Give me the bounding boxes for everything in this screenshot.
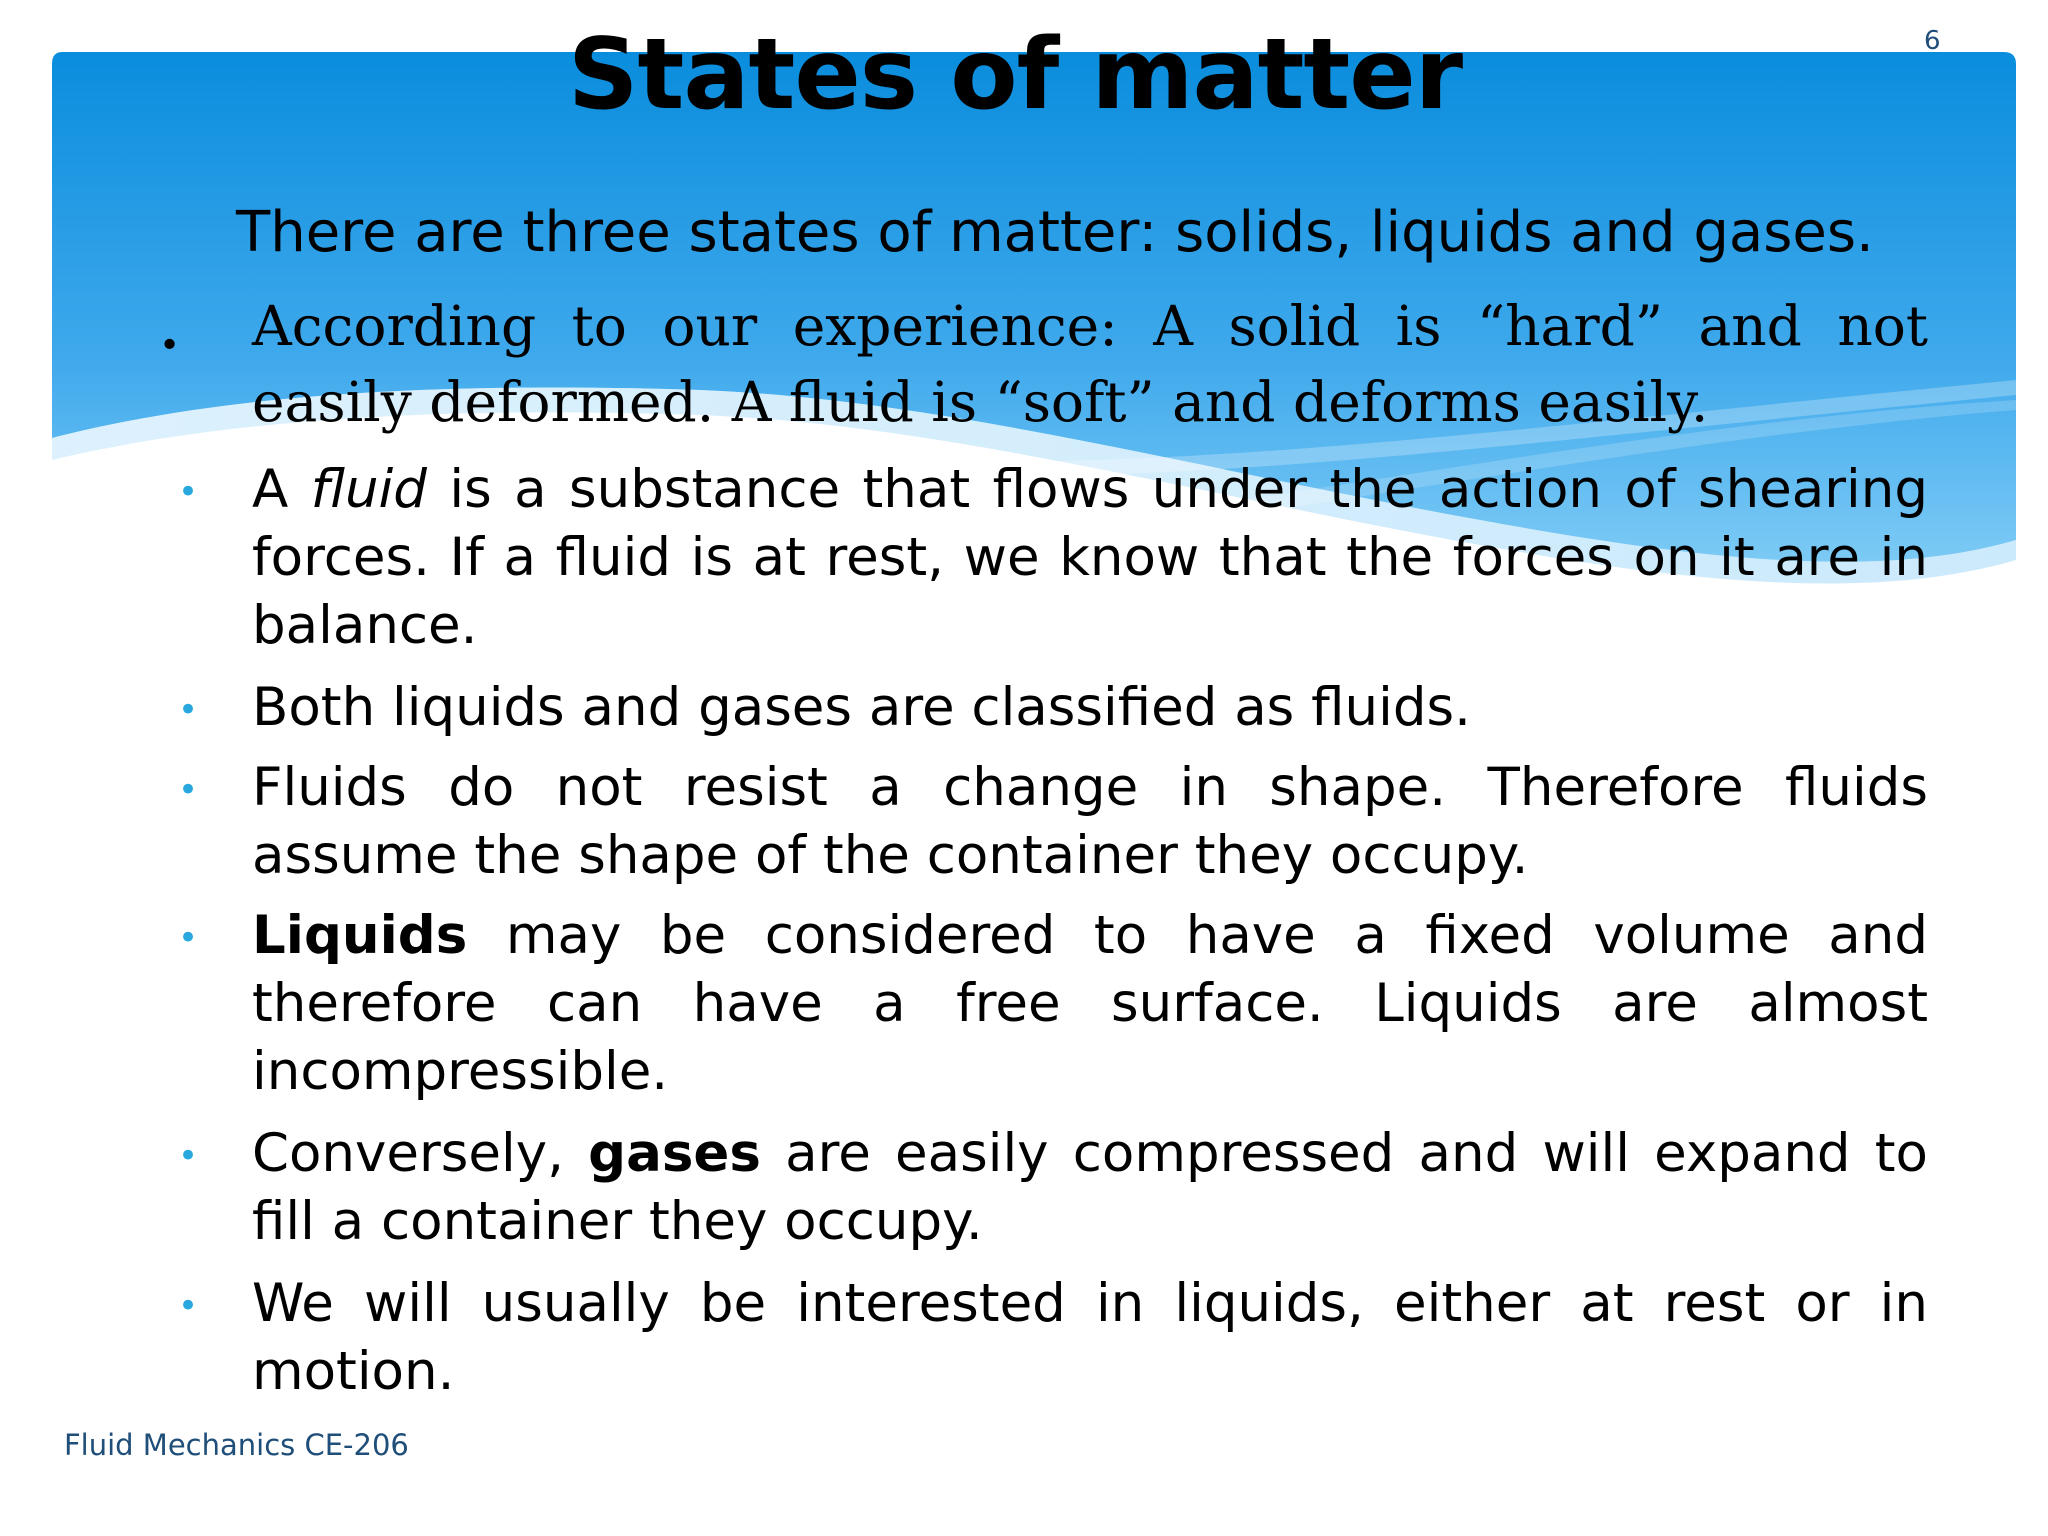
bullet-interest: We will usually be interested in liquids, either at rest or in motion.	[252, 1273, 1928, 1402]
intro-text: There are three states of matter: solids, liquids and gases.	[236, 200, 1874, 265]
bullet-fluids-classified: Both liquids and gases are classified as fluids.	[252, 677, 1471, 738]
bullet-text: are easily compressed and will expand to fill a container they occupy.	[252, 1123, 1928, 1252]
emphasis-gases: gases	[588, 1123, 761, 1184]
bullet-marker: •	[178, 918, 199, 958]
bullet-text: Conversely,	[252, 1123, 589, 1184]
experience-text: According to our experience: A solid is “hard” and not easily deformed. A fluid is “soft” and deforms easily.	[252, 294, 1928, 434]
bullet-marker: •	[178, 472, 199, 512]
paragraph-marker: .	[160, 296, 180, 361]
emphasis-liquids: Liquids	[252, 905, 468, 966]
bullet-marker: •	[178, 770, 199, 810]
bullet-text: is a substance that flows under the action of shearing forces. If a fluid is at rest, we know that the forces on it are in balance.	[252, 459, 1928, 656]
bullet-fluids-shape: Fluids do not resist a change in shape. Therefore fluids assume the shape of the container they occupy.	[252, 757, 1928, 886]
bullet-liquids	[252, 902, 1928, 1106]
slide-number: 6	[1924, 26, 1941, 56]
emphasis-fluid: fluid	[310, 459, 427, 520]
bullet-marker: •	[178, 1286, 199, 1326]
bullet-text: may be considered to have a fixed volume and therefore can have a free surface. Liquids are almost incompressible.	[252, 905, 1928, 1102]
bullet-text: A	[252, 459, 311, 520]
bullet-marker: •	[178, 1136, 199, 1176]
bullet-gases	[252, 1120, 1928, 1256]
bullet-fluid-definition	[252, 456, 1928, 660]
bullet-marker: •	[178, 690, 199, 730]
slide-title: States of matter	[567, 18, 1463, 132]
footer-course: Fluid Mechanics CE-206	[64, 1428, 409, 1462]
